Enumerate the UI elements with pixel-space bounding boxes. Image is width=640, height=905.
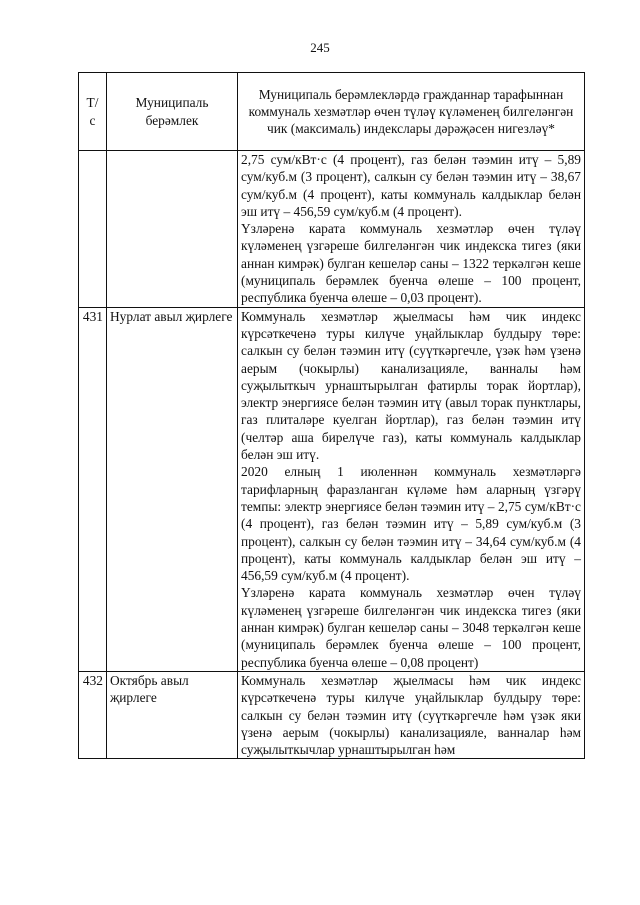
row-number xyxy=(79,151,107,308)
row-description xyxy=(238,151,585,308)
paragraph: 2,75 сум/кВт·с (4 процент), газ белән тәэмин итү – 5,89 сум/куб.м (3 процент), салкын су белән тәэмин итү – 38,67 сум/куб.м (4 процент), каты коммуналь калдыклар белән эш итү – 456,59 сум/куб.м (4 процент). xyxy=(241,152,581,219)
paragraph: 2020 елның 1 июленнән коммуналь хезмәтләргә тарифларның фаразланган күләме һәм аларның үзгәрү темпы: электр энергиясе белән тәэмин итү – 2,75 сум/кВт·с (4 процент), газ белән тәэмин итү – 5,89 сум/куб.м (3 процент), салкын су белән тәэмин итү – 34,64 сум/куб.м (4 процент), каты коммуналь калдыклар белән эш итү – 456,59 сум/куб.м (4 процент). xyxy=(241,464,581,584)
row-description xyxy=(238,307,585,671)
table-row xyxy=(79,307,585,671)
table-header-row xyxy=(79,73,585,151)
paragraph: Коммуналь хезмәтләр җыелмасы һәм чик индекс күрсәткеченә туры килүче уңайлыклар булдыру төре: салкын су белән тәэмин итү (суүткәргечле һәм үзәк яки үзенә аерым (чокырлы) канализацияле, ванналар һәм суҗылыткычлар урнаштырылган һәм xyxy=(241,672,581,758)
table-row xyxy=(79,151,585,308)
row-number: 431 xyxy=(79,307,107,671)
paragraph: Үзләренә карата коммуналь хезмәтләр өчен түләү күләменең үзгәреше билгеләнгән чик индекска тигез (яки аннан кимрәк) булган кешеләр саны – 3048 теркәлгән кеше (муниципаль берәмлек буенча өлеше – 100 процент, республика буенча өлеше – 0,08 процент) xyxy=(241,585,581,670)
header-indices: Муниципаль берәмлекләрдә гражданнар тарафыннан коммуналь хезмәтләр өчен түләү күләменең билгеләнгән чик (максималь) индекслары дәрәҗәсен нигезләү* xyxy=(238,73,585,151)
paragraph: Коммуналь хезмәтләр җыелмасы һәм чик индекс күрсәткеченә туры килүче уңайлыклар булдыру төре: салкын су белән тәэмин итү (суүткәргечле, үзәк һәм үзенә аерым (чокырлы) канализацияле, ванналы һәм суҗылыткыч урнаштырылган фатирлы торак йортлар), электр энергиясе белән тәэмин итү (авыл торак пунктлары, газ плиталәре куелган йортлар), газ белән тәэмин итү (челтәр аша бирелүче газ), каты коммуналь калдыклар белән эш итү. xyxy=(241,308,581,463)
row-number: 432 xyxy=(79,671,107,758)
header-number: Т/с xyxy=(79,73,107,151)
paragraph: Үзләренә карата коммуналь хезмәтләр өчен түләү күләменең үзгәреше билгеләнгән чик индекска тигез (яки аннан кимрәк) булган кешеләр саны – 1322 теркәлгән кеше (муниципаль берәмлек буенча өлеше – 100 процент, республика буенча өлеше – 0,03 процент). xyxy=(241,221,581,306)
header-municipality: Муниципаль берәмлек xyxy=(107,73,238,151)
table-row xyxy=(79,671,585,758)
tariff-index-table xyxy=(78,72,585,759)
row-description xyxy=(238,671,585,758)
row-municipality: Нурлат авыл җирлеге xyxy=(107,307,238,671)
page-number: 245 xyxy=(310,40,330,55)
row-municipality: Октябрь авыл җирлеге xyxy=(107,671,238,758)
row-municipality xyxy=(107,151,238,308)
